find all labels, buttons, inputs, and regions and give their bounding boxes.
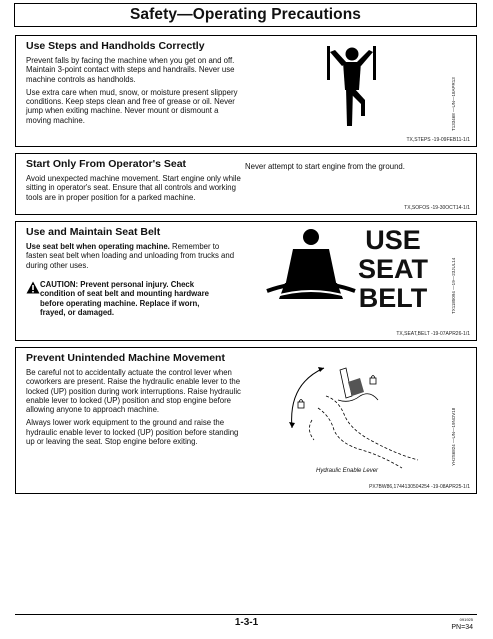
page-number: 1-3-1 [234, 617, 259, 628]
seated-person-seat-belt-icon [263, 227, 359, 311]
reference-code: TX,SOFOS -19-30OCT14-1/1 [404, 205, 470, 211]
section-unintended-movement [15, 347, 477, 494]
figure-caption: Hydraulic Enable Lever [316, 468, 379, 474]
image-code: TX1185094 —19—23JUL14 [451, 257, 456, 314]
paragraph: Be careful not to accidentally actuate the control lever when coworkers are present. Raise the hydraulic enable lever to the locked (UP) position during work interruptions. Raise hydraulic enable lever to locked (UP) position and stop engine before allowing anyone to approach machine. [26, 368, 241, 415]
caution-line: frayed, or damaged. [40, 307, 115, 317]
paragraph: Prevent falls by facing the machine when you get on and off. Maintain 3-point contact with steps and handrails. Never use machine controls as handholds. [26, 56, 235, 84]
warning-triangle-icon [26, 281, 40, 294]
paragraph-rest: Remember to fasten seat belt when loading and unloading from trucks and during other uses. [26, 242, 235, 270]
section-start-from-seat [15, 153, 477, 215]
caution-line: CAUTION: Prevent personal injury. Check [40, 280, 195, 289]
bold-lead: Use seat belt when operating machine. [26, 242, 170, 251]
page-title: Safety—Operating Precautions [129, 6, 362, 23]
use-word: USE [365, 225, 421, 255]
section-steps-handholds [15, 35, 477, 147]
caution-line: before operating machine. Replace if worn, [40, 298, 200, 308]
pn-label: PN=34 [451, 624, 473, 631]
section-heading: Use Steps and Handholds Correctly [26, 40, 205, 52]
reference-code: PX7BW86,1744130504254 -19-08APR25-1/1 [369, 484, 470, 490]
reference-code: TX,SEAT,BELT -19-07APR26-1/1 [396, 331, 470, 337]
page-title-bar [14, 3, 477, 27]
section-seat-belt [15, 221, 477, 341]
hydraulic-enable-lever-icon [278, 356, 438, 474]
caution-text [40, 280, 250, 317]
tiny-code: 091925 [459, 617, 473, 622]
side-text: Never attempt to start engine from the ground. [245, 162, 405, 171]
person-climbing-steps-icon [321, 42, 385, 132]
section-body [26, 174, 241, 206]
image-code: T133468 —UN—18APR13 [451, 77, 456, 131]
reference-code: TX,STEPS -19-09FEB11-1/1 [406, 137, 470, 143]
caution-line: condition of seat belt and mounting hardware [40, 289, 209, 299]
footer-rule [15, 614, 477, 615]
paragraph: Use extra care when mud, snow, or moisture present slippery conditions. Keep steps clean and free of grease or oil. Never jump when exiting machine. Never mount or dismount a moving machine. [26, 87, 238, 125]
section-body [26, 242, 241, 274]
section-heading: Prevent Unintended Machine Movement [26, 352, 225, 364]
section-body [26, 368, 241, 450]
paragraph [26, 242, 241, 270]
section-heading: Use and Maintain Seat Belt [26, 226, 161, 238]
belt-word: BELT [358, 283, 428, 313]
paragraph: Always lower work equipment to the ground and raise the hydraulic enable lever to locked (UP) position before standing up or leaving the seat. Stop engine before exiting. [26, 418, 239, 447]
image-code: YH2S6824 —UN—19NOV18 [451, 407, 456, 466]
seat-word: SEAT [357, 254, 428, 284]
section-body [26, 56, 241, 129]
paragraph: Avoid unexpected machine movement. Start engine only while sitting in operator's seat. Ensure that all controls and working tools are in proper position for a parked machine. [26, 174, 241, 202]
section-heading: Start Only From Operator's Seat [26, 158, 187, 170]
